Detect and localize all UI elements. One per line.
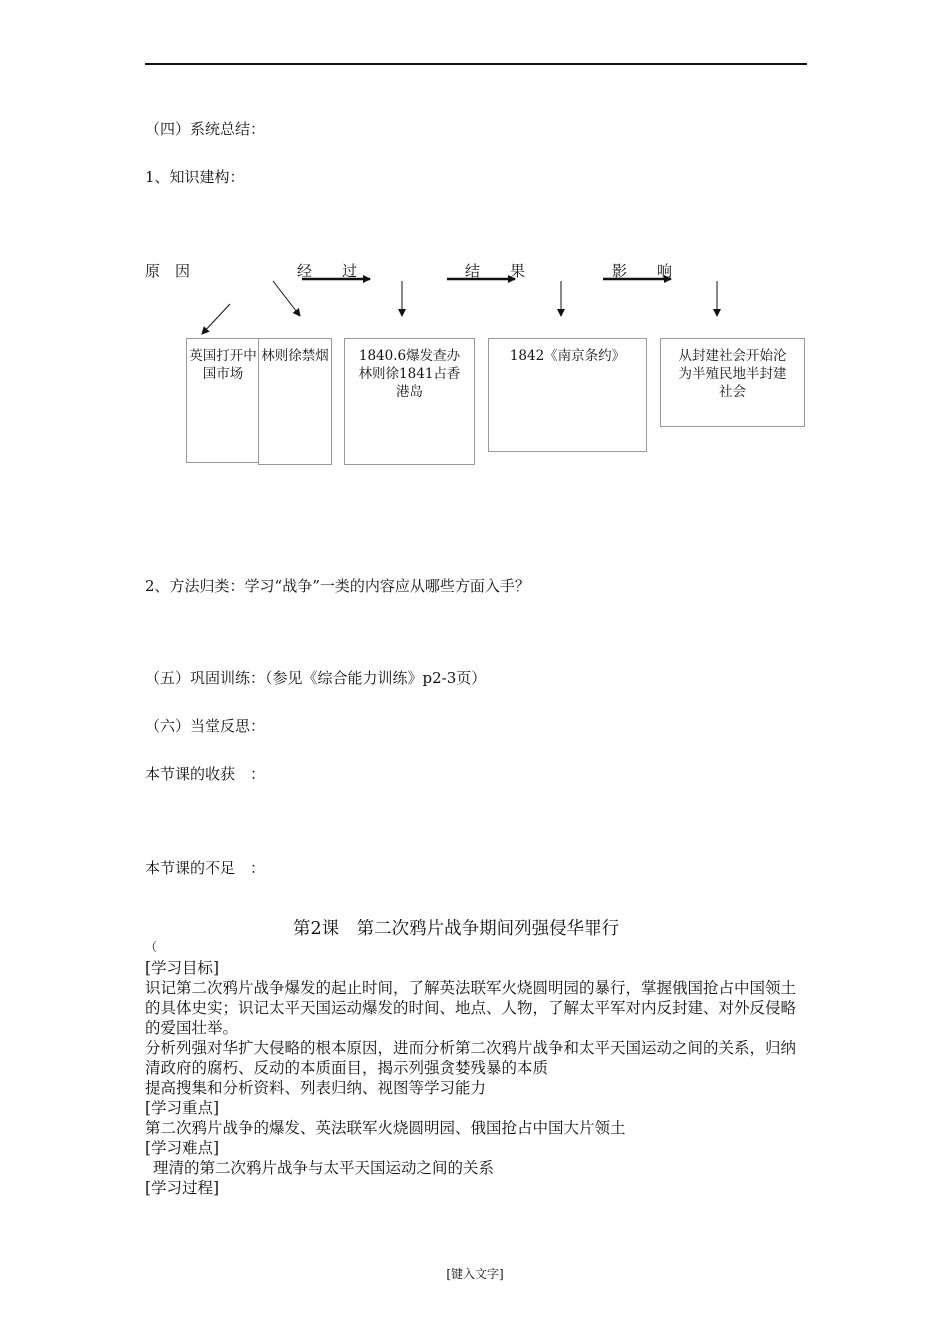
arrow-cause-b — [273, 281, 300, 316]
box-impact: 从封建社会开始沦为半殖民地半封建社会 — [660, 338, 805, 427]
diagram-header-result: 结 果 — [465, 262, 526, 280]
box-process: 1840.6爆发查办林则徐1841占香港岛 — [344, 338, 475, 465]
objectives-heading: [学习目标] — [145, 959, 220, 977]
diagram-arrows — [0, 0, 950, 480]
process-heading: [学习过程] — [145, 1179, 220, 1197]
section5-title: （五）巩固训练：（参见《综合能力训练》p2-3页） — [145, 669, 487, 687]
stray-mark: （ — [145, 940, 158, 954]
objectives-paragraph-1: 识记第二次鸦片战争爆发的起止时间，了解英法联军火烧圆明园的暴行，掌握俄国抢占中国领土的具体史实；识记太平天国运动爆发的时间、地点、人物，了解太平军对内反封建、对外反侵略的爱国壮举。 — [145, 979, 797, 1037]
difficult-heading: [学习难点] — [145, 1139, 220, 1157]
section4-title: （四）系统总结： — [145, 120, 266, 138]
diagram-header-process: 经 过 — [297, 262, 358, 280]
knowledge-title: 1、知识建构： — [145, 168, 245, 186]
objectives-paragraph-3: 提高搜集和分析资料、列表归纳、视图等学习能力 — [145, 1079, 487, 1097]
lack-label: 本节课的不足 ： — [145, 859, 266, 877]
key-text: 第二次鸦片战争的爆发、英法联军火烧圆明园、俄国抢占中国大片领土 — [145, 1119, 626, 1137]
box-cause-a: 英国打开中国市场 — [186, 338, 260, 463]
diagram-header-impact: 影 响 — [612, 262, 673, 280]
gain-label: 本节课的收获 ： — [145, 765, 266, 783]
section6-title: （六）当堂反思： — [145, 717, 266, 735]
objectives-paragraph-2: 分析列强对华扩大侵略的根本原因，进而分析第二次鸦片战争和太平天国运动之间的关系，归纳清政府的腐朽、反动的本质面目，揭示列强贪婪残暴的本质 — [145, 1039, 797, 1077]
method-title: 2、方法归类：学习“战争”一类的内容应从哪些方面入手？ — [145, 577, 530, 595]
lesson-body — [145, 958, 805, 1198]
lesson-title: 第2课 第二次鸦片战争期间列强侵华罪行 — [293, 919, 620, 939]
diagram-header-cause: 原 因 — [145, 262, 191, 280]
box-result: 1842《南京条约》 — [488, 338, 647, 452]
footer-placeholder: [键入文字] — [446, 1267, 504, 1281]
key-heading: [学习重点] — [145, 1099, 220, 1117]
box-cause-b: 林则徐禁烟 — [258, 338, 332, 465]
arrow-cause-a — [202, 304, 230, 334]
difficult-text: 理清的第二次鸦片战争与太平天国运动之间的关系 — [153, 1159, 495, 1177]
